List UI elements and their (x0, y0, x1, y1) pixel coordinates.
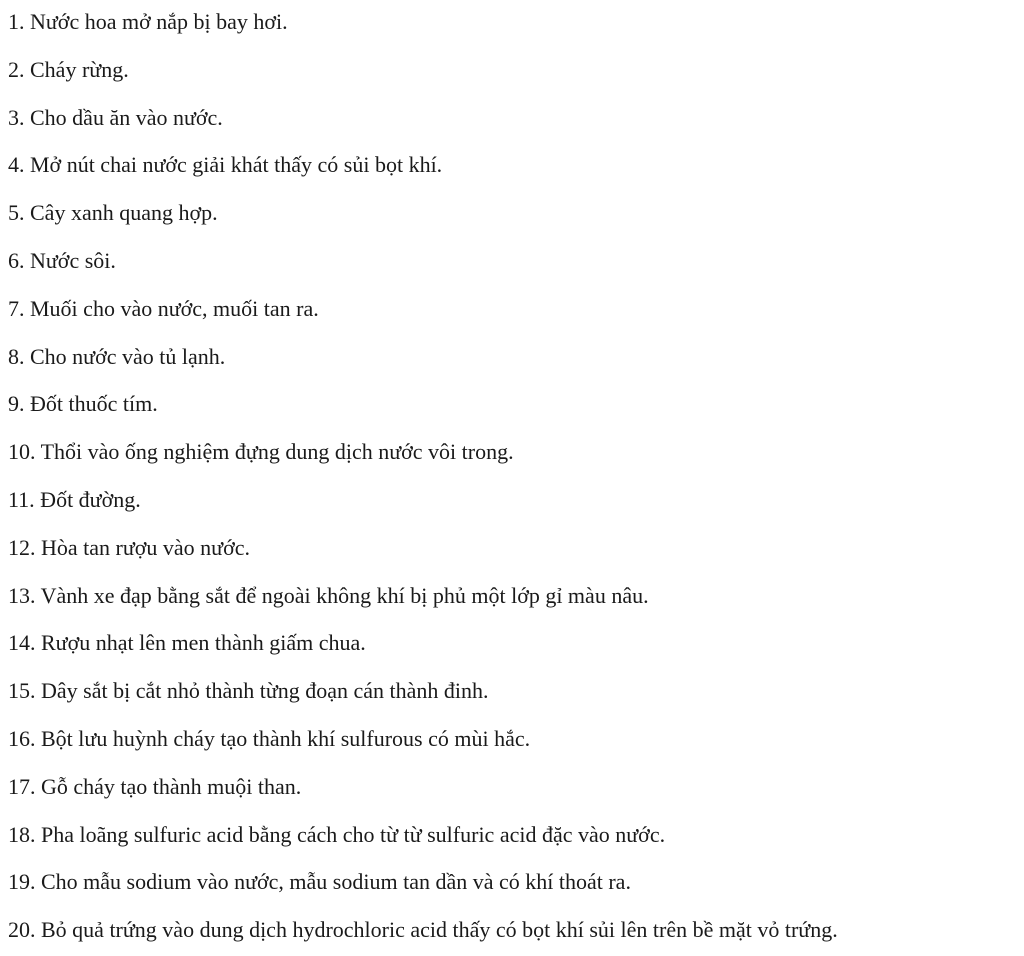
list-item: 16. Bột lưu huỳnh cháy tạo thành khí sulfurous có mùi hắc. (8, 725, 531, 751)
list-item: 19. Cho mẫu sodium vào nước, mẫu sodium tan dần và có khí thoát ra. (8, 869, 631, 895)
list-item: 9. Đốt thuốc tím. (8, 391, 158, 417)
list-item: 1. Nước hoa mở nắp bị bay hơi. (8, 9, 288, 34)
list-item: 10. Thổi vào ống nghiệm đựng dung dịch nước vôi trong. (8, 439, 514, 465)
list-item: 6. Nước sôi. (8, 247, 116, 273)
list-item: 5. Cây xanh quang hợp. (8, 200, 218, 226)
list-item: 18. Pha loãng sulfuric acid bằng cách cho từ từ sulfuric acid đặc vào nước. (8, 821, 666, 847)
phenomena-list (8, 0, 1018, 956)
list-item: 17. Gỗ cháy tạo thành muội than. (8, 773, 302, 799)
list-item: 7. Muối cho vào nước, muối tan ra. (8, 295, 319, 321)
list-item: 11. Đốt đường. (8, 486, 141, 512)
list-item: 12. Hòa tan rượu vào nước. (8, 534, 250, 560)
list-item: 3. Cho dầu ăn vào nước. (8, 104, 223, 130)
list-item: 2. Cháy rừng. (8, 56, 129, 82)
list-item: 15. Dây sắt bị cắt nhỏ thành từng đoạn cán thành đinh. (8, 678, 489, 704)
list-item: 13. Vành xe đạp bằng sắt để ngoài không khí bị phủ một lớp gỉ màu nâu. (8, 582, 649, 608)
document-body (8, 0, 1018, 956)
list-item: 14. Rượu nhạt lên men thành giấm chua. (8, 630, 366, 656)
list-item: 20. Bỏ quả trứng vào dung dịch hydrochloric acid thấy có bọt khí sủi lên trên bề mặt vỏ trứng. (8, 917, 838, 943)
list-item: 4. Mở nút chai nước giải khát thấy có sủi bọt khí. (8, 152, 443, 178)
list-item: 8. Cho nước vào tủ lạnh. (8, 343, 226, 369)
